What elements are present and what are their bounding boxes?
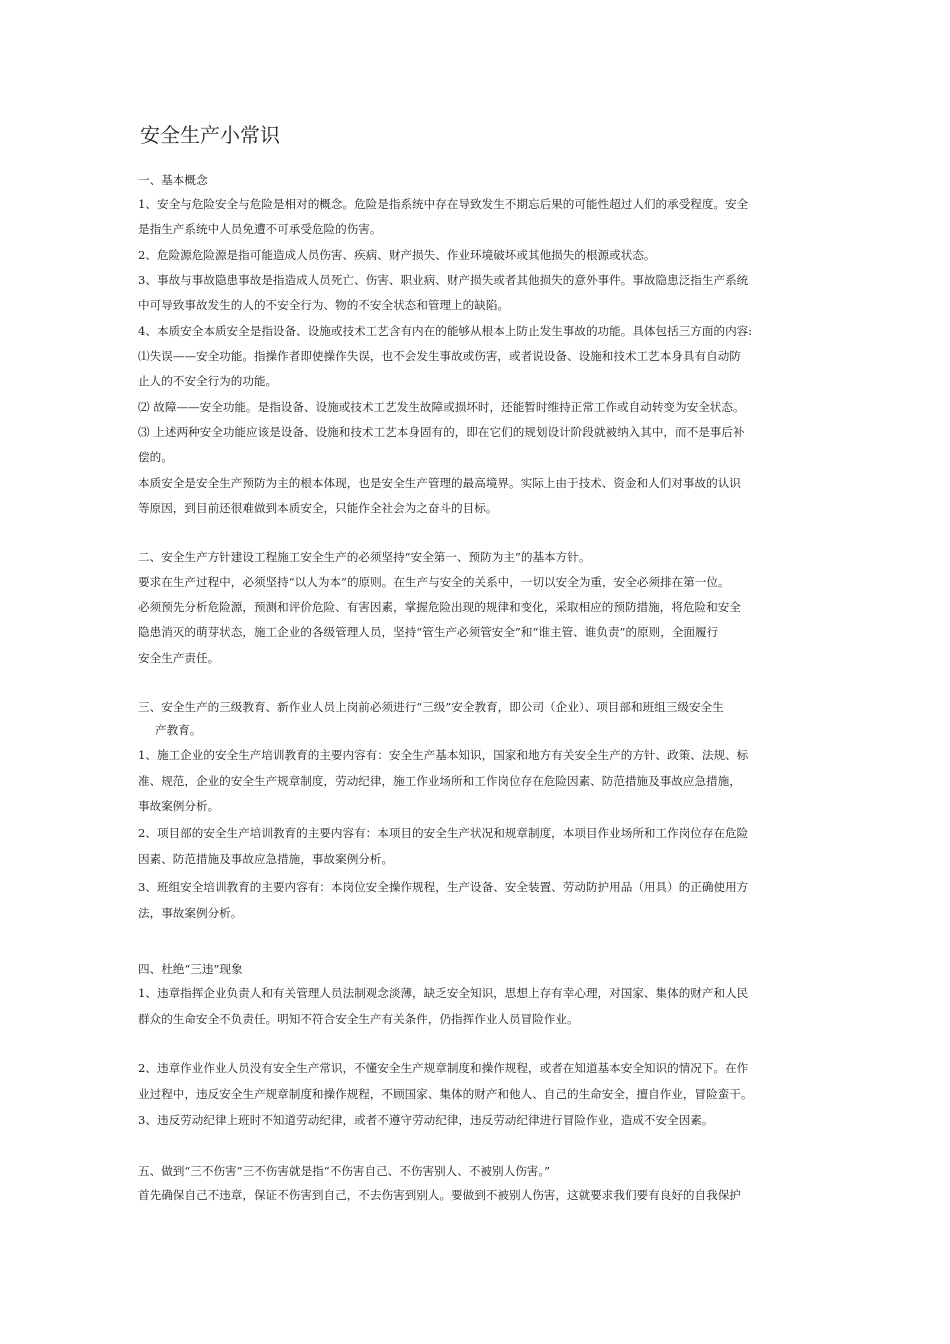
paragraph-line: 3、事故与事故隐患事故是指造成人员死亡、伤害、职业病、财产损失或者其他损失的意外事件。事故隐患泛指生产系统 xyxy=(138,273,749,287)
paragraph-line: 3、违反劳动纪律上班时不知道劳动纪律，或者不遵守劳动纪律，违反劳动纪律进行冒险作业，造成不安全因素。 xyxy=(138,1113,714,1127)
section-heading: 五、做到“三不伤害”三不伤害就是指“不伤害自己、不伤害别人、不被别人伤害。” xyxy=(138,1164,551,1178)
paragraph-line: 首先确保自己不违章，保证不伤害到自己，不去伤害到别人。要做到不被别人伤害，这就要求我们要有良好的自我保护 xyxy=(138,1188,741,1202)
paragraph-line: 止人的不安全行为的功能。 xyxy=(138,374,278,388)
paragraph-line: 等原因，到目前还很难做到本质安全，只能作全社会为之奋斗的目标。 xyxy=(138,501,498,515)
section-heading: 四、杜绝“三违”现象 xyxy=(138,962,243,976)
section-heading: 三、安全生产的三级教育、新作业人员上岗前必须进行“三级”安全教育，即公司（企业）、项目部和班组三级安全生 xyxy=(138,700,724,714)
paragraph-line: 2、违章作业作业人员没有安全生产常识，不懂安全生产规章制度和操作规程，或者在知道基本安全知识的情况下。在作 xyxy=(138,1061,749,1075)
paragraph-line: 3、班组安全培训教育的主要内容有：本岗位安全操作规程，生产设备、安全装置、劳动防护用品（用具）的正确使用方 xyxy=(138,880,749,894)
paragraph-line: 必须预先分析危险源，预测和评价危险、有害因素，掌握危险出现的规律和变化，采取相应的预防措施，将危险和安全 xyxy=(138,600,741,614)
paragraph-line: 群众的生命安全不负责任。明知不符合安全生产有关条件，仍指挥作业人员冒险作业。 xyxy=(138,1012,579,1026)
paragraph-line: 是指生产系统中人员免遭不可承受危险的伤害。 xyxy=(138,222,382,236)
paragraph-line: 因素、防范措施及事故应急措施，事故案例分析。 xyxy=(138,852,394,866)
paragraph-line: 要求在生产过程中，必须坚持“以人为本”的原则。在生产与安全的关系中，一切以安全为重，安全必须排在第一位。 xyxy=(138,575,730,589)
page-title: 安全生产小常识 xyxy=(140,123,280,147)
paragraph-line: 2、项目部的安全生产培训教育的主要内容有：本项目的安全生产状况和规章制度，本项目作业场所和工作岗位存在危险 xyxy=(138,826,749,840)
paragraph-line: 1、安全与危险安全与危险是相对的概念。危险是指系统中存在导致发生不期忘后果的可能性超过人们的承受程度。安全 xyxy=(138,197,749,211)
paragraph-line: ⑶ 上述两种安全功能应该是设备、设施和技术工艺本身固有的，即在它们的规划设计阶段就被纳入其中，而不是事后补 xyxy=(138,425,745,439)
paragraph-line: 4、本质安全本质安全是指设备、设施或技术工艺含有内在的能够从根本上防止发生事故的功能。具体包括三方面的内容: xyxy=(138,324,753,338)
paragraph-line: 事故案例分析。 xyxy=(138,799,220,813)
paragraph-line: 法，事故案例分析。 xyxy=(138,906,243,920)
section-heading: 一、基本概念 xyxy=(138,173,208,187)
paragraph-line: 偿的。 xyxy=(138,450,173,464)
paragraph-line: 安全生产责任。 xyxy=(138,651,220,665)
paragraph-line: 准、规范，企业的安全生产规章制度，劳动纪律，施工作业场所和工作岗位存在危险因素、防范措施及事故应急措施， xyxy=(138,774,741,788)
paragraph-line: 1、违章指挥企业负责人和有关管理人员法制观念淡薄，缺乏安全知识，思想上存有幸心理，对国家、集体的财产和人民 xyxy=(138,986,749,1000)
paragraph-line: 产教育。 xyxy=(155,723,202,737)
paragraph-line: 1、施工企业的安全生产培训教育的主要内容有：安全生产基本知识，国家和地方有关安全生产的方针、政策、法规、标 xyxy=(138,748,749,762)
paragraph-line: ⑵ 故障——安全功能。是指设备、设施或技术工艺发生故障或损坏时，还能暂时维持正常工作或自动转变为安全状态。 xyxy=(138,400,745,414)
paragraph-line: 本质安全是安全生产预防为主的根本体现，也是安全生产管理的最高境界。实际上由于技术、资金和人们对事故的认识 xyxy=(138,476,741,490)
paragraph-line: ⑴失误——安全功能。指操作者即使操作失误，也不会发生事故或伤害，或者说设备、设施和技术工艺本身具有自动防 xyxy=(138,349,741,363)
paragraph-line: 2、危险源危险源是指可能造成人员伤害、疾病、财产损失、作业环境破坏或其他损失的根源或状态。 xyxy=(138,248,656,262)
paragraph-line: 隐患消灭的萌芽状态，施工企业的各级管理人员，坚持“管生产必须管安全”和“谁主管、谁负责”的原则，全面履行 xyxy=(138,625,719,639)
section-heading: 二、安全生产方针建设工程施工安全生产的必须坚持“安全第一、预防为主”的基本方针。 xyxy=(138,550,591,564)
paragraph-line: 中可导致事故发生的人的不安全行为、物的不安全状态和管理上的缺陷。 xyxy=(138,298,510,312)
paragraph-line: 业过程中，违反安全生产规章制度和操作规程，不顾国家、集体的财产和他人、自己的生命安全，擅自作业，冒险蛮干。 xyxy=(138,1087,753,1101)
